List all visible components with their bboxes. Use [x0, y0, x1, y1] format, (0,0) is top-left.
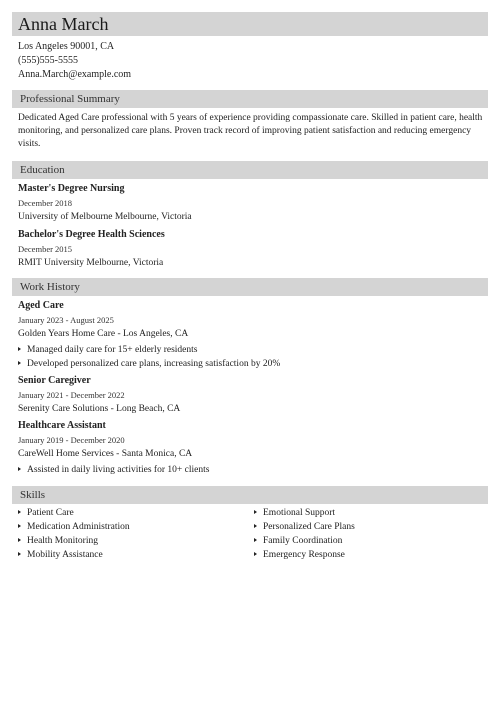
summary-section-title: Professional Summary — [20, 93, 120, 105]
job-bullet-text: Assisted in daily living activities for 10+ clients — [27, 465, 210, 475]
bullet-icon — [18, 524, 21, 528]
job-title: Senior Caregiver — [18, 375, 91, 386]
skill-item — [18, 521, 130, 534]
job-bullet — [18, 344, 198, 357]
bullet-icon — [18, 510, 21, 514]
education-school: University of Melbourne Melbourne, Victoria — [18, 212, 192, 222]
education-section-title: Education — [20, 164, 65, 176]
education-degree: Master's Degree Nursing — [18, 183, 125, 194]
skill-item — [254, 535, 342, 548]
skills-section-bar — [12, 486, 488, 504]
bullet-icon — [18, 467, 21, 471]
job-bullet — [18, 358, 280, 371]
bullet-icon — [254, 510, 257, 514]
skill-text: Medication Administration — [27, 522, 130, 532]
skill-text: Mobility Assistance — [27, 550, 103, 560]
education-school: RMIT University Melbourne, Victoria — [18, 258, 164, 268]
skill-item — [18, 535, 98, 548]
work-section-title: Work History — [20, 281, 80, 293]
skill-text: Health Monitoring — [27, 536, 98, 546]
skill-text: Patient Care — [27, 508, 74, 518]
contact-address: Los Angeles 90001, CA — [18, 41, 115, 52]
education-date: December 2015 — [18, 244, 73, 254]
bullet-icon — [254, 538, 257, 542]
skill-text: Emergency Response — [263, 550, 345, 560]
job-date: January 2023 - August 2025 — [18, 315, 114, 325]
contact-email: Anna.March@example.com — [18, 69, 132, 80]
skill-item — [254, 549, 345, 562]
bullet-icon — [254, 524, 257, 528]
education-degree: Bachelor's Degree Health Sciences — [18, 229, 165, 240]
job-date: January 2019 - December 2020 — [18, 435, 125, 445]
summary-text: Dedicated Aged Care professional with 5 years of experience providing compassionate care. Skilled in patient care, health monitoring, and personalized care plans. Proven track record of improving patient satisfaction and reducing emergency visits. — [18, 113, 483, 149]
job-company: Golden Years Home Care - Los Angeles, CA — [18, 329, 189, 339]
skill-item — [18, 549, 103, 562]
job-bullet-text: Managed daily care for 15+ elderly residents — [27, 345, 198, 355]
bullet-icon — [18, 347, 21, 351]
job-company: Serenity Care Solutions - Long Beach, CA — [18, 404, 181, 414]
bullet-icon — [18, 538, 21, 542]
job-title: Healthcare Assistant — [18, 420, 106, 431]
skill-text: Emotional Support — [263, 508, 336, 518]
education-section-bar — [12, 161, 488, 179]
job-bullet-text: Developed personalized care plans, increasing satisfaction by 20% — [27, 359, 281, 369]
contact-phone: (555)555-5555 — [18, 55, 78, 66]
skill-text: Family Coordination — [263, 536, 343, 546]
skill-item — [254, 521, 355, 534]
job-date: January 2021 - December 2022 — [18, 390, 125, 400]
job-company: CareWell Home Services - Santa Monica, CA — [18, 449, 193, 459]
candidate-name: Anna March — [18, 14, 109, 34]
work-section-bar — [12, 278, 488, 296]
skill-text: Personalized Care Plans — [263, 522, 355, 532]
bullet-icon — [254, 552, 257, 556]
job-bullet — [18, 464, 209, 477]
job-title: Aged Care — [18, 300, 64, 311]
bullet-icon — [18, 552, 21, 556]
skills-section-title: Skills — [20, 489, 46, 501]
skill-item — [18, 507, 74, 520]
skill-item — [254, 507, 335, 520]
bullet-icon — [18, 361, 21, 365]
education-date: December 2018 — [18, 198, 73, 208]
